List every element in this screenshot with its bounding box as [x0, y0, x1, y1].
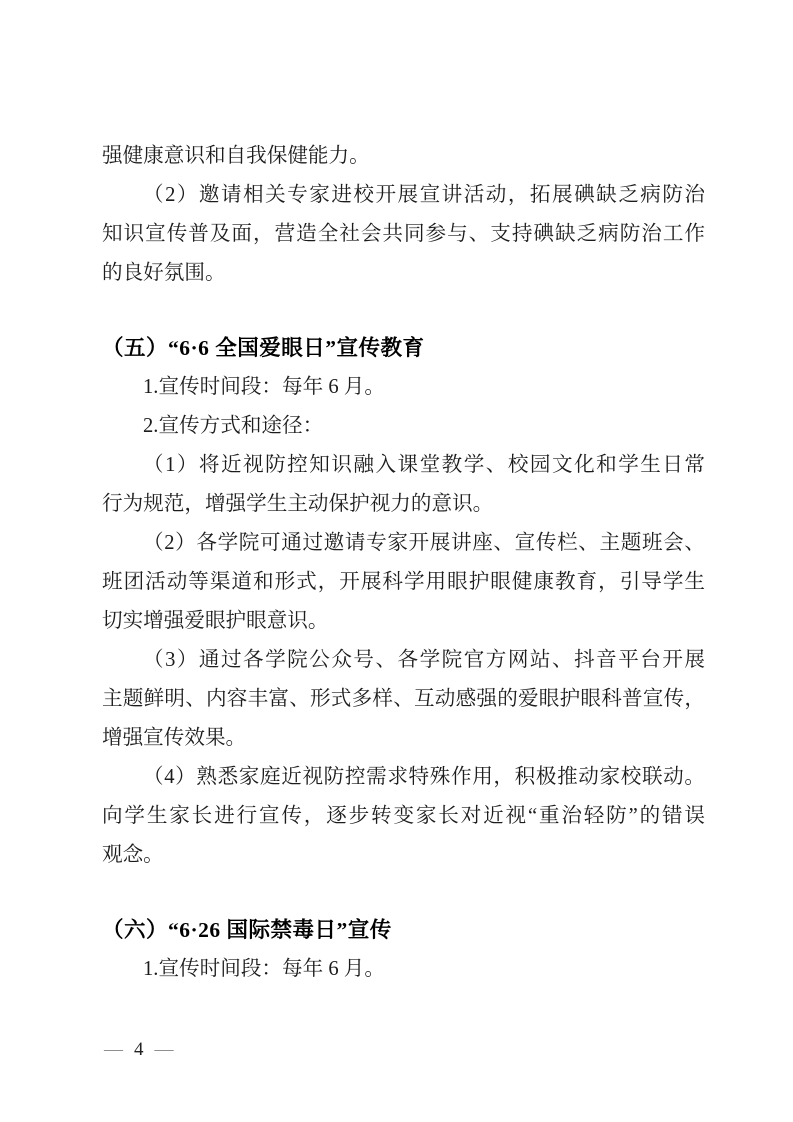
- text-line: 1.宣传时间段：每年 6 月。: [143, 376, 385, 398]
- page-footer: [104, 1036, 174, 1064]
- paragraph: [102, 524, 705, 641]
- paragraph: [102, 137, 705, 176]
- text-line: 切实增强爱眼护眼意识。: [102, 610, 329, 632]
- text-line: 主题鲜明、内容丰富、形式多样、互动感强的爱眼护眼科普宣传，: [102, 688, 705, 710]
- text-line: 增强宣传效果。: [102, 727, 247, 749]
- text-line: 向学生家长进行宣传，逐步转变家长对近视“重治轻防”的错误: [102, 805, 705, 827]
- paragraph: [102, 950, 705, 989]
- footer-dash-left: —: [104, 1039, 123, 1060]
- paragraph: [102, 176, 705, 293]
- paragraph: [102, 446, 705, 524]
- paragraph: [102, 368, 705, 407]
- text-line: （2）各学院可通过邀请专家开展讲座、宣传栏、主题班会、: [143, 532, 705, 554]
- text-line: 知识宣传普及面，营造全社会共同参与、支持碘缺乏病防治工作: [102, 223, 705, 245]
- footer-dash-right: —: [154, 1039, 174, 1060]
- text-line: （2）邀请相关专家进校开展宣讲活动，拓展碘缺乏病防治: [143, 184, 705, 206]
- text-line: （4）熟悉家庭近视防控需求特殊作用，积极推动家校联动。: [143, 766, 705, 788]
- text-line: 的良好氛围。: [102, 262, 226, 284]
- text-line: 班团活动等渠道和形式，开展科学用眼护眼健康教育，引导学生: [102, 571, 705, 593]
- section-heading-6: （六）“6·26 国际禁毒日”宣传: [102, 918, 392, 942]
- text-line: 1.宣传时间段：每年 6 月。: [143, 958, 385, 980]
- paragraph: [102, 407, 705, 446]
- text-line: 强健康意识和自我保健能力。: [102, 145, 370, 167]
- page-number: 4: [134, 1039, 144, 1060]
- text-line: （1）将近视防控知识融入课堂教学、校园文化和学生日常: [143, 454, 705, 476]
- section-heading-5: （五）“6·6 全国爱眼日”宣传教育: [102, 336, 425, 360]
- document-body: [102, 137, 705, 989]
- text-line: 行为规范，增强学生主动保护视力的意识。: [102, 493, 494, 515]
- paragraph: [102, 641, 705, 758]
- text-line: （3）通过各学院公众号、各学院官方网站、抖音平台开展: [143, 649, 705, 671]
- text-line: 观念。: [102, 844, 164, 866]
- text-line: 2.宣传方式和途径：: [143, 415, 324, 437]
- paragraph: [102, 758, 705, 875]
